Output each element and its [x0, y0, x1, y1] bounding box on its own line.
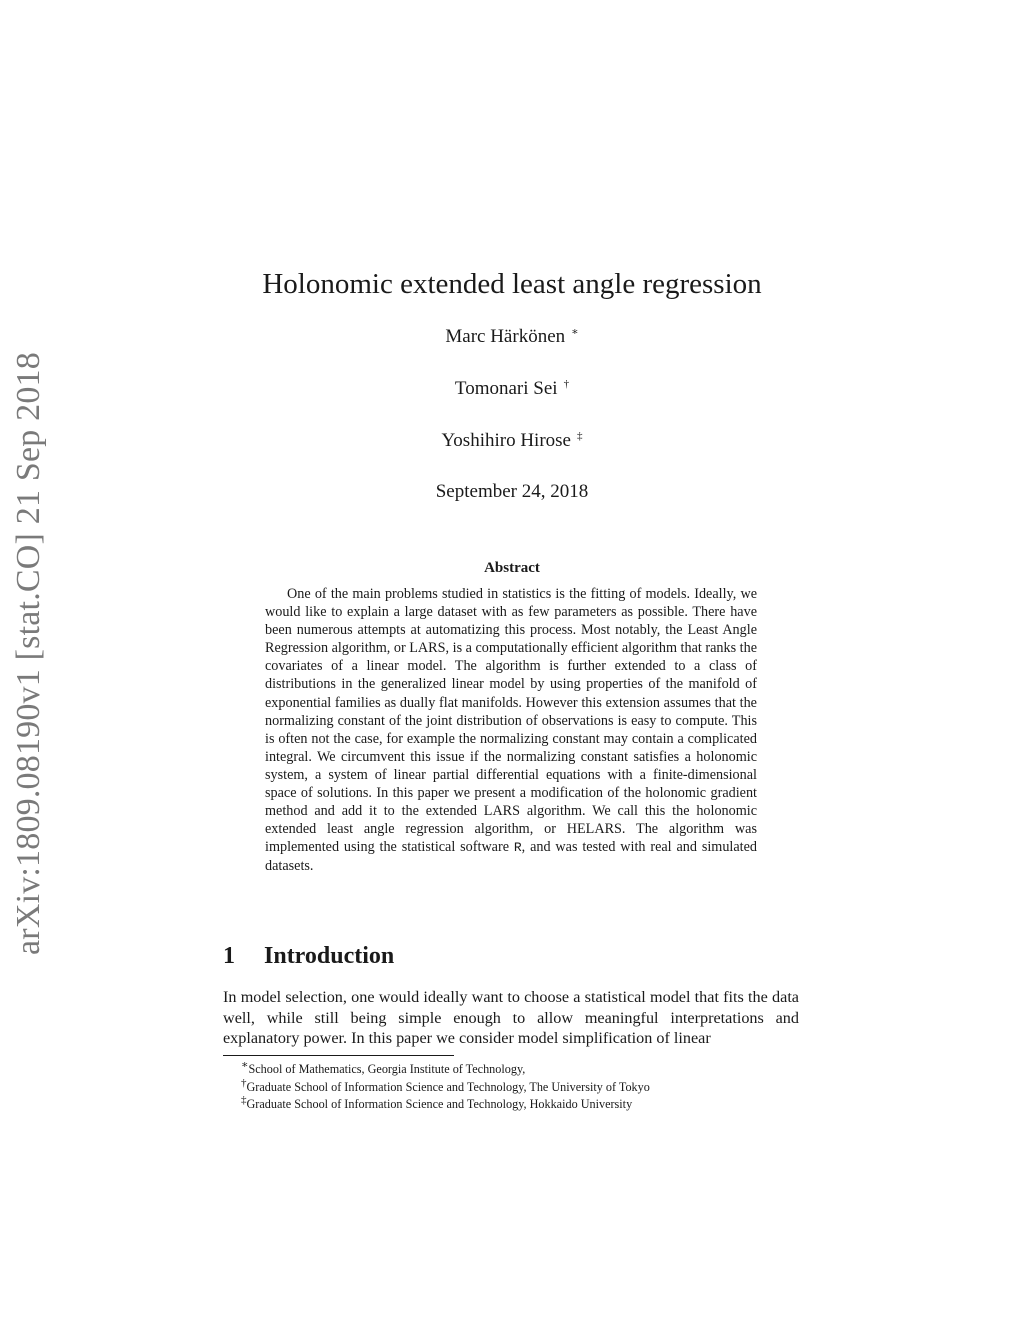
footnote-divider — [223, 1055, 454, 1056]
author-footnote-mark: † — [563, 377, 570, 390]
abstract-text — [265, 585, 757, 876]
footnote-text: School of Mathematics, Georgia Institute of Technology, — [248, 1062, 526, 1076]
author-name: Marc Härkönen — [445, 326, 566, 347]
author-2 — [0, 378, 1024, 400]
footnote-2 — [241, 1076, 801, 1097]
footnote-mark: † — [241, 1076, 247, 1089]
author-name: Tomonari Sei — [454, 378, 558, 399]
arxiv-identifier-stamp: arXiv:1809.08190v1 [stat.CO] 21 Sep 2018 — [10, 352, 47, 955]
footnote-text: Graduate School of Information Science and Technology, The University of Tokyo — [246, 1079, 650, 1094]
paper-title: Holonomic extended least angle regression — [262, 268, 762, 300]
section-number: 1 — [223, 943, 235, 969]
footnote-mark: ∗ — [241, 1058, 249, 1071]
publication-date: September 24, 2018 — [435, 481, 589, 502]
introduction-paragraph: In model selection, one would ideally want to choose a statistical model that fits the data well, while still being simple enough to allow meaningful interpretations and explanatory power. In this paper we consider model simplification of linear — [223, 988, 799, 1047]
author-name: Yoshihiro Hirose — [441, 430, 571, 451]
section-title: Introduction — [264, 943, 395, 969]
footnote-1 — [241, 1058, 801, 1079]
abstract-heading: Abstract — [484, 560, 540, 576]
footnote-mark: ‡ — [241, 1093, 247, 1106]
software-name-code: R — [513, 840, 522, 856]
footnotes — [241, 1058, 801, 1114]
section-heading-introduction — [223, 943, 394, 970]
author-footnote-mark: ∗ — [571, 325, 579, 338]
author-footnote-mark: ‡ — [577, 429, 583, 442]
author-3 — [0, 430, 1024, 452]
footnote-text: Graduate School of Information Science and Technology, Hokkaido University — [246, 1097, 633, 1111]
abstract-text-main: One of the main problems studied in statistics is the fitting of models. Ideally, we would like to explain a large dataset with as few parameters as possible. There have been numerous attempts at automatizing this process. Most notably, the Least Angle Regression algorithm, or LARS, is a computationally efficient algorithm that ranks the covariates of a linear model. The algorithm is further extended to a class of distributions in the generalized linear model by using properties of the manifold of exponential families as dually flat manifolds. However this extension assumes that the normalizing constant of the joint distribution of observations is easy to compute. This is often not the case, for example the normalizing constant may contain a complicated integral. We circumvent this issue if the normalizing constant satisfies a holonomic system, a system of linear partial differential equations with a finite-dimensional space of solutions. In this paper we present a modification of the holonomic gradient method and add it to the extended LARS algorithm. We call this the holonomic extended least angle regression algorithm, or HELARS. The algorithm was implemented using the statistical software — [265, 586, 757, 856]
author-1 — [0, 326, 1024, 348]
abstract-text-end: , and was tested with real and simulated datasets. — [265, 839, 757, 875]
footnote-3 — [241, 1093, 801, 1114]
